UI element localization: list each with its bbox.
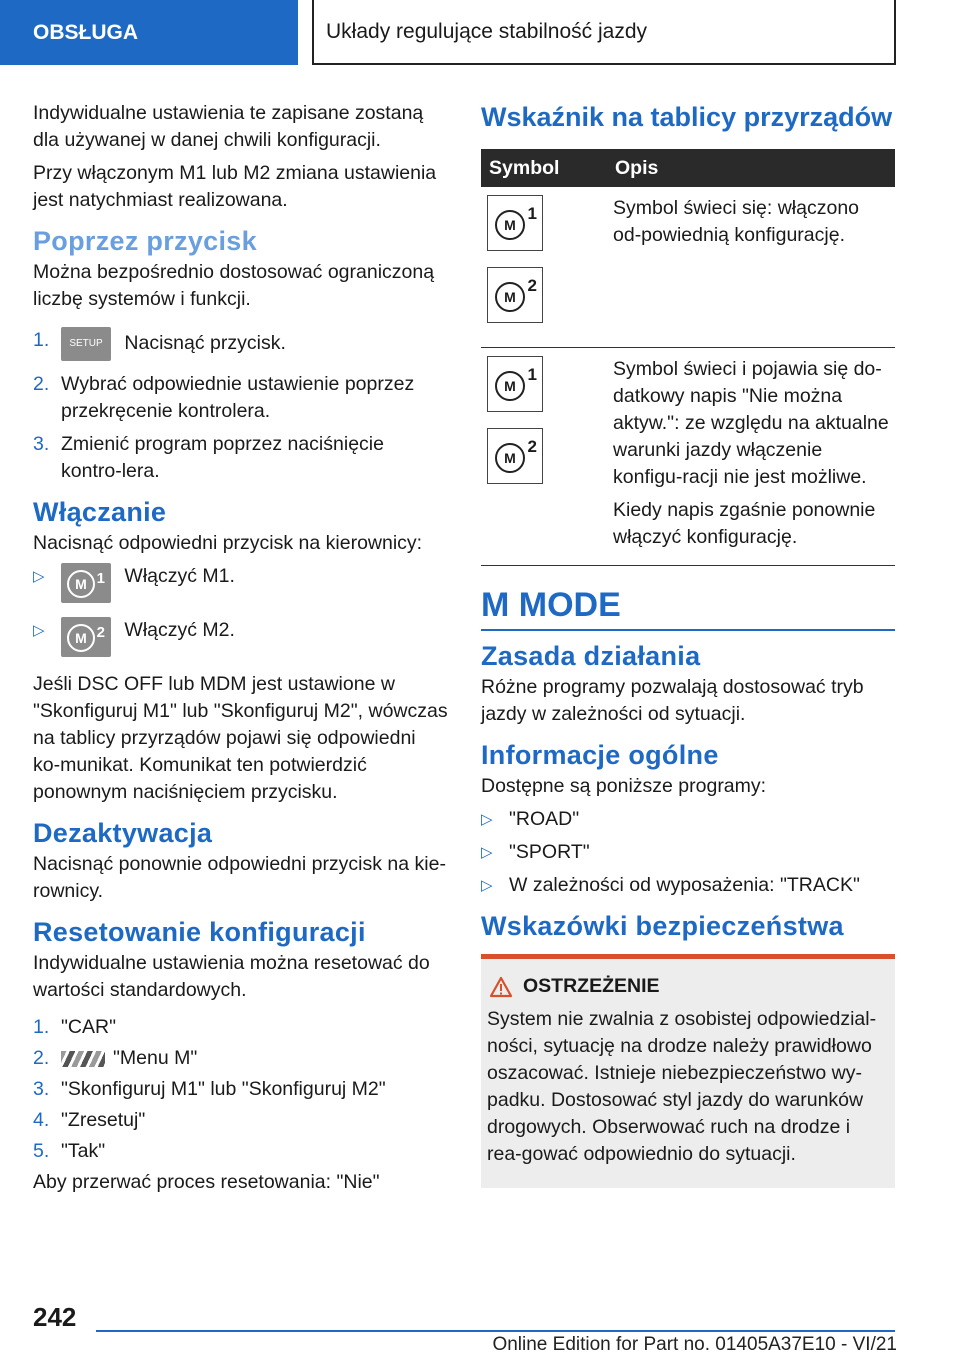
reset-steps-list: [33, 1014, 448, 1165]
page-number: 242: [33, 1302, 77, 1332]
step-text: "Zresetuj": [61, 1109, 146, 1131]
section-tab: [0, 0, 298, 65]
table-row: [481, 348, 895, 566]
warning-box: [481, 954, 895, 1188]
m2-symbol-icon: M 2: [487, 428, 543, 484]
step-text: "Tak": [61, 1140, 106, 1162]
list-item: [33, 563, 448, 603]
activation-list: [33, 563, 448, 657]
step-text: "Menu M": [113, 1047, 198, 1069]
warning-text: System nie zwalnia z osobistej odpowiedzial-ności, sytuację na drodze należy prawidłowo oszacować. Istnieje niebezpieczeństwo wy-padku. Dostosować styl jazdy do warunków drogowych. Obserwować ruch na drodze i rea-gować odpowiednio do sytuacji.: [487, 1008, 877, 1165]
list-item: [33, 1107, 448, 1134]
heading-principle: Zasada działania: [481, 641, 701, 671]
setup-button-icon: SETUP: [61, 327, 111, 361]
edition-note: Online Edition for Part no. 01405A37E10 - VI/21: [492, 1334, 897, 1355]
program-text: W zależności od wyposażenia: "TRACK": [509, 874, 860, 896]
list-item: [33, 431, 448, 485]
footer-divider: [96, 1330, 895, 1332]
step-number: 4.: [33, 1109, 50, 1131]
paragraph: Nacisnąć ponownie odpowiedni przycisk na kie-rownicy.: [33, 853, 446, 902]
warning-triangle-icon: [489, 976, 513, 998]
warning-header: [487, 975, 887, 998]
table-header-symbol: Symbol: [481, 149, 607, 187]
chapter-title: Układy regulujące stabilność jazdy: [326, 19, 647, 43]
list-item: [481, 872, 895, 899]
table-cell-desc: Symbol świeci i pojawia się do-datkowy napis "Nie można aktyw.": ze względu na aktualne warunki jazdy włączenie konfigu-racji nie jest możliwe.: [613, 358, 889, 488]
triangle-bullet-icon: ▷: [481, 811, 493, 828]
heading-on: Włączanie: [33, 497, 167, 527]
list-item: [33, 327, 448, 361]
paragraph: Aby przerwać proces resetowania: "Nie": [33, 1171, 380, 1193]
heading-off: Dezaktywacja: [33, 818, 213, 848]
program-text: "SPORT": [509, 841, 590, 863]
heading-safety: Wskazówki bezpieczeństwa: [481, 911, 844, 941]
triangle-bullet-icon: ▷: [481, 844, 493, 861]
steps-list: [33, 327, 448, 485]
paragraph: Indywidualne ustawienia te zapisane zostaną dla używanej w danej chwili konfiguracji.: [33, 102, 424, 151]
m1-button-icon: M 1: [61, 563, 111, 603]
m2-button-icon: M 2: [61, 617, 111, 657]
heading-reset: Resetowanie konfiguracji: [33, 917, 366, 947]
triangle-bullet-icon: ▷: [481, 877, 493, 894]
step-number: 3.: [33, 433, 50, 455]
list-item: [33, 371, 448, 425]
step-text: "CAR": [61, 1016, 117, 1038]
step-text: Nacisnąć przycisk.: [124, 332, 286, 355]
item-text: Włączyć M2.: [124, 619, 235, 641]
m1-symbol-icon: M 1: [487, 195, 543, 251]
m-menu-icon: [61, 1051, 105, 1067]
section-title: OBSŁUGA: [33, 20, 138, 44]
table-cell-desc: Kiedy napis zgaśnie ponownie włączyć konfigurację.: [613, 499, 876, 548]
step-number: 3.: [33, 1078, 50, 1100]
step-text: Zmienić program poprzez naciśnięcie kontro-lera.: [61, 433, 384, 482]
chapter-header: [312, 0, 896, 65]
program-text: "ROAD": [509, 808, 580, 830]
step-text: "Skonfiguruj M1" lub "Skonfiguruj M2": [61, 1078, 386, 1100]
list-item: [481, 839, 895, 866]
table-cell-desc: Symbol świeci się: włączono od-powiednią konfigurację.: [607, 187, 895, 348]
left-column: [33, 100, 448, 1202]
list-item: [481, 806, 895, 833]
m1-symbol-icon: M 1: [487, 356, 543, 412]
list-item: [33, 1014, 448, 1041]
list-item: [33, 617, 448, 657]
step-number: 2.: [33, 1047, 50, 1069]
program-list: [481, 806, 895, 899]
heading-m-mode: M MODE: [481, 586, 895, 631]
table-row: [481, 187, 895, 348]
table-header-desc: Opis: [607, 149, 895, 187]
list-item: [33, 1045, 448, 1072]
item-text: Włączyć M1.: [124, 565, 235, 587]
paragraph: Jeśli DSC OFF lub MDM jest ustawione w "Skonfiguruj M1" lub "Skonfiguruj M2", wówczas na tablicy przyrządów pojawi się odpowiedni ko-munikat. Komunikat ten potwierdzić ponownym naciśnięciem przycisku.: [33, 673, 448, 803]
step-number: 1.: [33, 329, 50, 351]
step-number: 1.: [33, 1016, 50, 1038]
triangle-bullet-icon: ▷: [33, 622, 45, 639]
step-number: 5.: [33, 1140, 50, 1162]
paragraph: Przy włączonym M1 lub M2 zmiana ustawienia jest natychmiast realizowana.: [33, 162, 437, 211]
step-number: 2.: [33, 373, 50, 395]
symbol-table: [481, 149, 895, 566]
paragraph: Indywidualne ustawienia można resetować do wartości standardowych.: [33, 952, 430, 1001]
heading-indicator: Wskaźnik na tablicy przyrządów: [481, 102, 893, 132]
list-item: [33, 1138, 448, 1165]
step-text: Wybrać odpowiednie ustawienie poprzez przekręcenie kontrolera.: [61, 373, 415, 422]
paragraph: Można bezpośrednio dostosować ograniczoną liczbę systemów i funkcji.: [33, 261, 435, 310]
right-column: [481, 100, 895, 1188]
paragraph: Różne programy pozwalają dostosować tryb jazdy w zależności od sytuacji.: [481, 676, 864, 725]
triangle-bullet-icon: ▷: [33, 568, 45, 585]
m2-symbol-icon: M 2: [487, 267, 543, 323]
warning-title: OSTRZEŻENIE: [523, 975, 660, 997]
list-item: [33, 1076, 448, 1103]
paragraph: Dostępne są poniższe programy:: [481, 775, 767, 797]
paragraph: Nacisnąć odpowiedni przycisk na kierownicy:: [33, 532, 423, 554]
heading-button: Poprzez przycisk: [33, 226, 257, 256]
heading-general: Informacje ogólne: [481, 740, 719, 770]
